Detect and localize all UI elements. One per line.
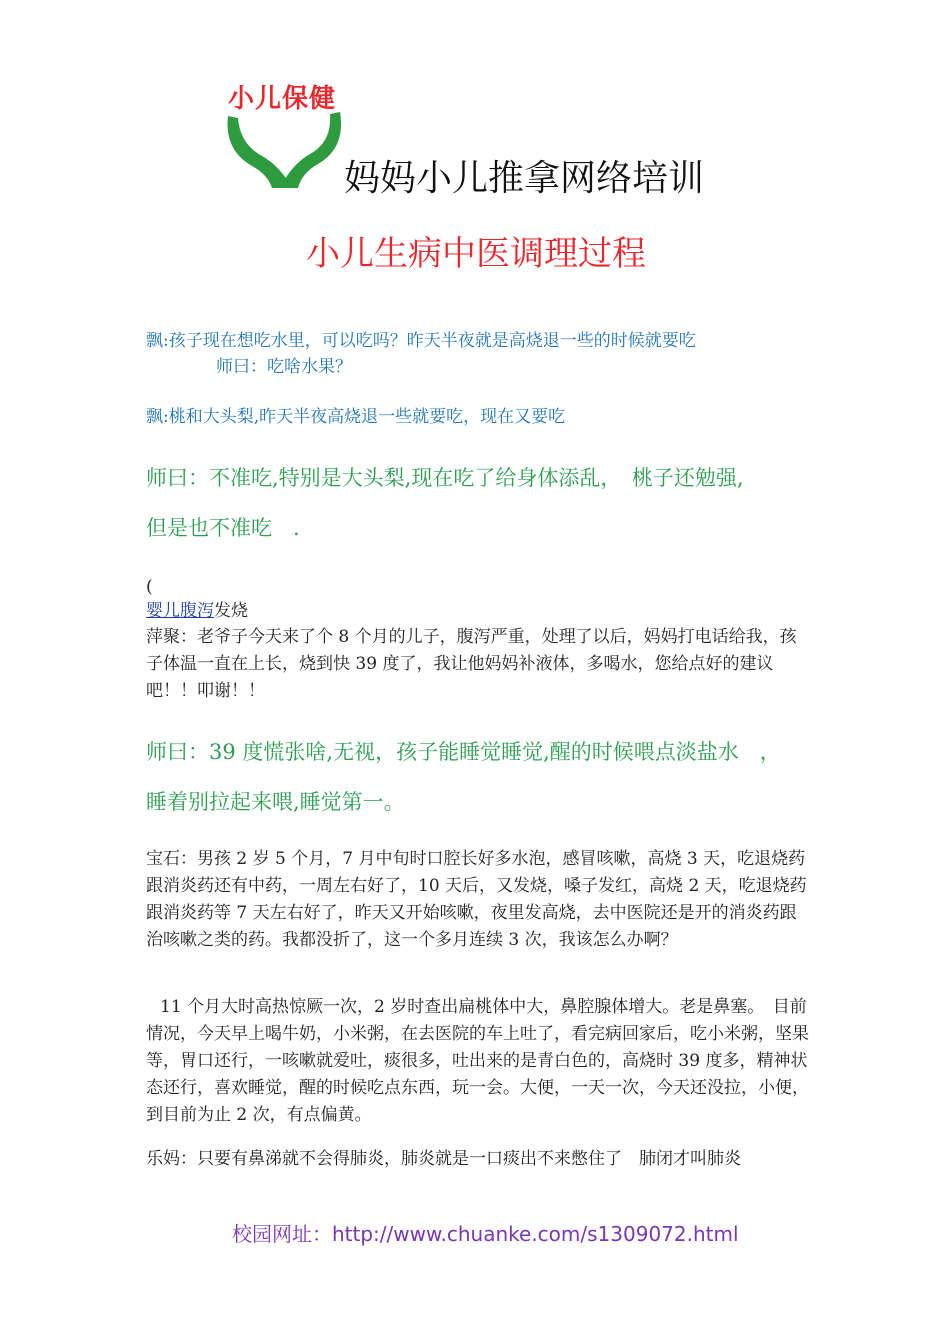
baoshi-details: 11 个月大时高热惊厥一次，2 岁时查出扁桃体中大，鼻腔腺体增大。老是鼻塞。 目前情况，今天早上喝牛奶，小米粥，在去医院的车上吐了，看完病回家后，吃小米粥，坚果等，胃口还行，一咳嗽就爱吐，痰很多，吐出来的是青白色的，高烧时 39 度多，精神状态还行，喜欢睡觉，醒的时候吃点东西，玩一会。大便，一天一次，今天还没拉，小便，到目前为止 2 次，有点偏黄。 [146, 997, 809, 1125]
footer-label: 校园网址： [232, 1222, 332, 1246]
question-2: 飘:桃和大头梨,昨天半夜高烧退一些就要吃，现在又要吃 [146, 407, 566, 427]
case-heading [146, 598, 248, 625]
diarrhea-link[interactable]: 婴儿腹泻 [146, 601, 214, 621]
brand-title: 妈妈小儿推拿网络培训 [344, 158, 705, 199]
teacher-answer-diarrhea-1: 师曰：39 度慌张啥,无视，孩子能睡觉睡觉,醒的时候喂点淡盐水 ， [146, 740, 781, 764]
teacher-answer-line-1: 师曰：不准吃,特别是大头梨,现在吃了给身体添乱， 桃子还勉强, [146, 466, 744, 490]
logo-text: 小儿保健 [228, 84, 337, 114]
lema-reply: 乐妈：只要有鼻涕就不会得肺炎，肺炎就是一口痰出不来憋住了 肺闭才叫肺炎 [146, 1149, 741, 1169]
document-title: 小儿生病中医调理过程 [306, 234, 646, 274]
teacher-answer-line-2: 但是也不准吃 . [146, 516, 300, 540]
reply-1: 师曰：吃啥水果？ [216, 357, 352, 377]
footer-link[interactable]: http://www.chuanke.com/s1309072.html [332, 1222, 739, 1246]
question-diarrhea: 萍聚：老爷子今天来了个 8 个月的儿子，腹泻严重，处理了以后，妈妈打电话给我，孩子体温一直在上长，烧到快 39 度了，我让他妈妈补液体，多喝水，您给点好的建议吧！！叩谢！！ [146, 627, 797, 701]
teacher-answer-diarrhea-2: 睡着别拉起来喂,睡觉第一。 [146, 790, 405, 814]
question-1: 飘:孩子现在想吃水里，可以吃吗？昨天半夜就是高烧退一些的时候就要吃 [146, 331, 696, 351]
paren-marker: ( [146, 577, 153, 597]
hands-logo-icon [222, 78, 348, 190]
case-heading-suffix: 发烧 [214, 601, 248, 621]
logo [222, 78, 348, 190]
question-baoshi: 宝石：男孩 2 岁 5 个月，7 月中旬时口腔长好多水泡，感冒咳嗽，高烧 3 天，吃退烧药跟消炎药还有中药，一周左右好了，10 天后，又发烧，嗓子发红，高烧 2 天，吃退烧药跟消炎药等 7 天左右好了，昨天又开始咳嗽，夜里发高烧，去中医院还是开的消炎药跟治咳嗽之类的药。我都没折了，这一个多月连续 3 次，我该怎么办啊？ [146, 849, 807, 950]
footer-url [232, 1218, 739, 1247]
